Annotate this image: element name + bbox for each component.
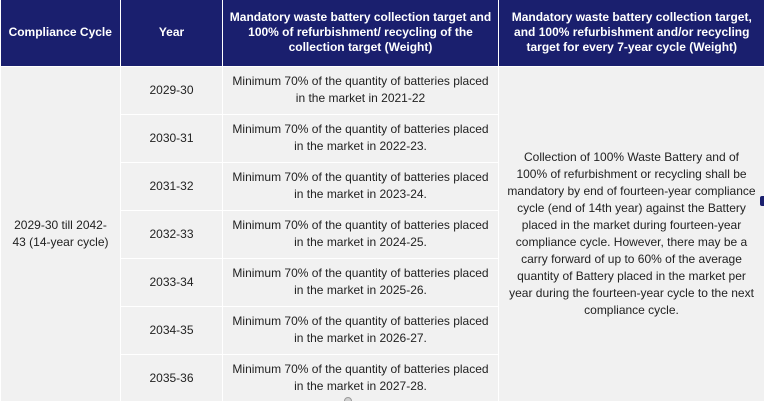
year-cell: 2034-35 [121,306,223,354]
compliance-cycle-cell: 2029-30 till 2042-43 (14-year cycle) [1,66,121,401]
cycle-target-cell: Collection of 100% Waste Battery and of 100% of refurbishment or recycling shall be mandatory by end of fourteen-year compliance cycle (end of 14th year) against the Battery placed in the market during fourteen-year compliance cycle. However, there may be a carry forward of up to 60% of the average quantity of Battery placed in the market per year during the fourteen-year cycle to the next compliance cycle. [499,66,764,401]
table-header-row [1,0,764,66]
target-cell: Minimum 70% of the quantity of batteries placed in the market in 2023-24. [223,162,499,210]
year-cell: 2032-33 [121,210,223,258]
target-cell: Minimum 70% of the quantity of batteries placed in the market in 2027-28. [223,354,499,401]
target-cell: Minimum 70% of the quantity of batteries placed in the market in 2026-27. [223,306,499,354]
resize-handle-bottom[interactable] [344,397,352,401]
table-row [1,66,764,114]
year-cell: 2030-31 [121,114,223,162]
target-cell: Minimum 70% of the quantity of batteries placed in the market in 2022-23. [223,114,499,162]
header-compliance-cycle: Compliance Cycle [1,0,121,66]
header-cycle-target: Mandatory waste battery collection target, and 100% refurbishment and/or recycling target for every 7-year cycle (Weight) [499,0,764,66]
target-cell: Minimum 70% of the quantity of batteries placed in the market in 2025-26. [223,258,499,306]
year-cell: 2029-30 [121,66,223,114]
year-cell: 2033-34 [121,258,223,306]
side-scroll-marker[interactable] [760,196,764,206]
header-year: Year [121,0,223,66]
year-cell: 2031-32 [121,162,223,210]
target-cell: Minimum 70% of the quantity of batteries placed in the market in 2024-25. [223,210,499,258]
year-cell: 2035-36 [121,354,223,401]
header-annual-target: Mandatory waste battery collection target and 100% of refurbishment/ recycling of the collection target (Weight) [223,0,499,66]
target-cell: Minimum 70% of the quantity of batteries placed in the market in 2021-22 [223,66,499,114]
